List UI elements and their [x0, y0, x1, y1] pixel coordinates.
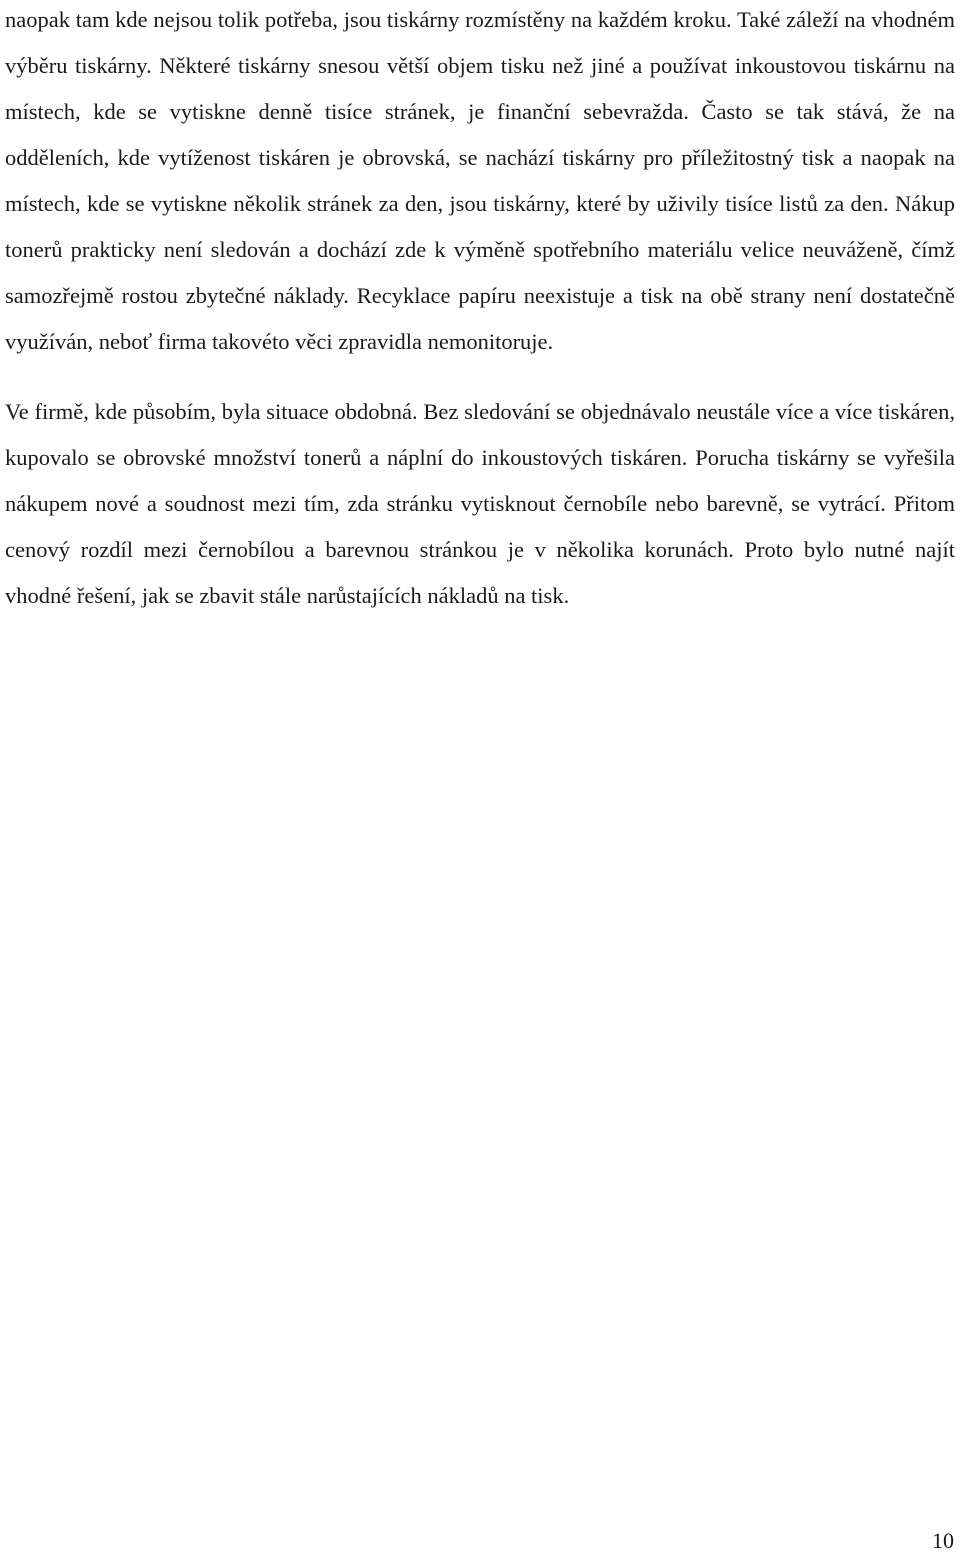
- body-paragraph-2: Ve firmě, kde působím, byla situace obdobná. Bez sledování se objednávalo neustále více a více tiskáren, kupovalo se obrovské množství tonerů a náplní do inkoustových tiskáren. Porucha tiskárny se vyřešila nákupem nové a soudnost mezi tím, zda stránku vytisknout černobíle nebo barevně, se vytrácí. Přitom cenový rozdíl mezi černobílou a barevnou stránkou je v několika korunách. Proto bylo nutné najít vhodné řešení, jak se zbavit stále narůstajících nákladů na tisk.: [5, 399, 955, 608]
- document-page: [5, 0, 955, 619]
- page-number: 10: [932, 1528, 954, 1553]
- body-paragraph-1: naopak tam kde nejsou tolik potřeba, jsou tiskárny rozmístěny na každém kroku. Také záleží na vhodném výběru tiskárny. Některé tiskárny snesou větší objem tisku než jiné a používat inkoustovou tiskárnu na místech, kde se vytiskne denně tisíce stránek, je finanční sebevražda. Často se tak stává, že na odděleních, kde vytíženost tiskáren je obrovská, se nachází tiskárny pro příležitostný tisk a naopak na místech, kde se vytiskne několik stránek za den, jsou tiskárny, které by uživily tisíce listů za den. Nákup tonerů prakticky není sledován a dochází zde k výměně spotřebního materiálu velice neuváženě, čímž samozřejmě rostou zbytečné náklady. Recyklace papíru neexistuje a tisk na obě strany není dostatečně využíván, neboť firma takovéto věci zpravidla nemonitoruje.: [5, 7, 955, 354]
